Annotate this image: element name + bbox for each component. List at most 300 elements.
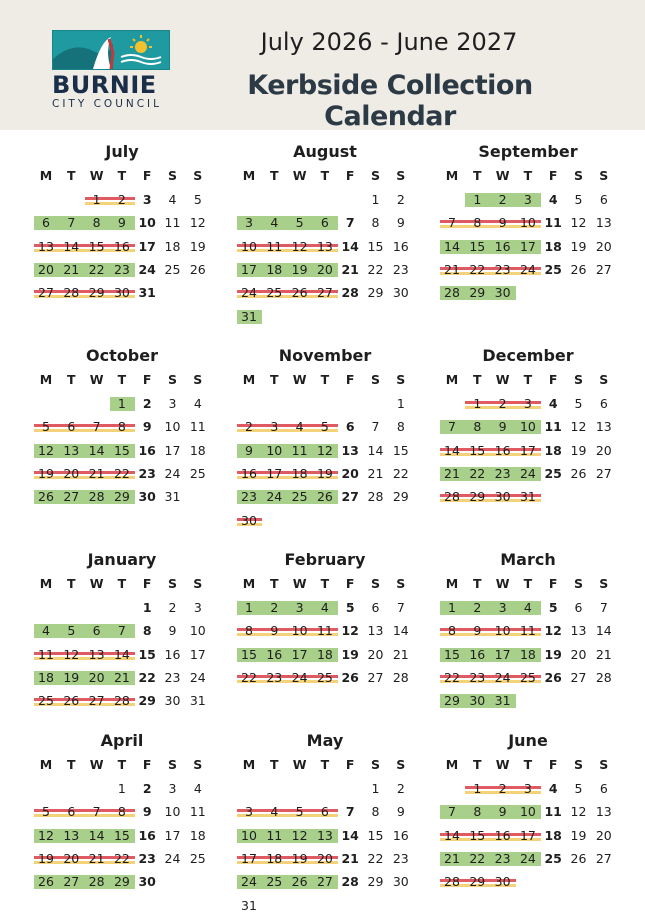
day-number: 1: [473, 396, 482, 411]
day-number: 29: [88, 285, 105, 301]
day-number: 4: [42, 623, 50, 639]
day-number: 31: [189, 693, 206, 709]
day-number: 27: [316, 285, 333, 301]
day-number: 20: [88, 669, 105, 685]
weekday-header: F: [345, 576, 355, 591]
day-number: 10: [138, 215, 156, 231]
day-number: 20: [570, 646, 587, 662]
weekday-header: M: [445, 372, 459, 387]
day-number: 24: [164, 850, 181, 866]
weekday-header: S: [370, 757, 380, 772]
weekday-header: W: [292, 168, 307, 183]
weekday-header: T: [270, 168, 279, 183]
day-number: 19: [316, 465, 333, 481]
day-number: 14: [88, 827, 105, 843]
weekday-header: F: [548, 372, 558, 387]
day-number: 30: [138, 874, 156, 890]
day-number: 13: [341, 442, 359, 458]
day-number: 11: [316, 623, 333, 639]
day-number: 28: [113, 693, 130, 709]
day-number: 25: [189, 465, 206, 481]
day-number: 18: [266, 850, 283, 866]
day-number: 23: [113, 261, 130, 277]
day-number: 23: [241, 489, 257, 505]
day-number: 15: [367, 238, 384, 254]
day-number: 15: [469, 238, 486, 254]
day-number: 4: [548, 192, 558, 207]
day-number: 27: [88, 693, 105, 709]
month-name: April: [100, 731, 144, 750]
day-number: 31: [494, 693, 511, 709]
day-number: 30: [494, 285, 511, 301]
day-number: 24: [519, 261, 536, 277]
day-number: 21: [341, 261, 359, 277]
weekday-header: T: [320, 168, 330, 183]
weekday-header: S: [370, 576, 380, 591]
day-number: 23: [494, 850, 511, 866]
day-number: 28: [88, 489, 105, 505]
day-number: 11: [266, 827, 283, 843]
day-number: 24: [266, 489, 283, 505]
day-number: 21: [444, 261, 460, 277]
day-number: 16: [113, 238, 130, 254]
day-number: 5: [548, 600, 558, 615]
day-number: 13: [63, 442, 80, 458]
weekday-header: S: [599, 168, 609, 183]
day-number: 4: [548, 396, 558, 411]
day-number: 29: [444, 693, 460, 709]
day-number: 25: [291, 489, 308, 505]
weekday-header: S: [167, 576, 177, 591]
day-number: 29: [469, 489, 486, 505]
day-number: 9: [498, 419, 507, 435]
weekday-header: S: [167, 757, 177, 772]
day-number: 21: [367, 465, 384, 481]
day-number: 20: [316, 850, 333, 866]
day-number: 30: [494, 874, 511, 890]
day-number: 2: [117, 192, 126, 207]
day-number: 24: [519, 850, 536, 866]
weekday-header: T: [117, 757, 127, 772]
day-number: 19: [570, 238, 587, 254]
day-number: 10: [494, 623, 511, 639]
day-number: 5: [345, 600, 355, 615]
day-number: 5: [42, 419, 50, 435]
day-number: 28: [63, 285, 80, 301]
day-number: 23: [469, 669, 486, 685]
day-number: 12: [316, 442, 333, 458]
day-number: 12: [38, 442, 54, 458]
day-number: 12: [570, 804, 587, 820]
weekday-header: S: [167, 168, 177, 183]
day-number: 27: [367, 669, 384, 685]
day-number: 31: [519, 489, 536, 505]
month-name: January: [87, 550, 157, 569]
day-number: 22: [367, 850, 384, 866]
weekday-header: T: [270, 372, 279, 387]
day-number: 4: [270, 804, 279, 820]
day-number: 2: [142, 781, 152, 796]
day-number: 4: [270, 215, 279, 231]
day-number: 7: [448, 419, 456, 435]
day-number: 3: [193, 600, 202, 615]
day-number: 10: [189, 623, 206, 639]
day-number: 24: [494, 669, 511, 685]
day-number: 28: [341, 874, 359, 890]
day-number: 24: [164, 465, 181, 481]
weekday-header: F: [548, 576, 558, 591]
month-name: February: [284, 550, 366, 569]
weekday-header: S: [396, 576, 406, 591]
month-name: August: [293, 142, 357, 161]
day-number: 3: [523, 396, 532, 411]
weekday-header: S: [193, 757, 203, 772]
day-number: 4: [523, 600, 532, 615]
day-number: 9: [498, 804, 507, 820]
month-name: June: [508, 731, 548, 750]
day-number: 16: [494, 442, 511, 458]
month-name: March: [500, 550, 556, 569]
day-number: 17: [494, 646, 511, 662]
day-number: 12: [570, 215, 587, 231]
day-number: 10: [291, 623, 308, 639]
weekday-header: T: [67, 576, 76, 591]
day-number: 6: [92, 623, 101, 639]
day-number: 16: [138, 827, 156, 843]
logo-waves-sun-icon: [53, 31, 169, 69]
day-number: 2: [498, 192, 507, 207]
weekday-header: M: [242, 757, 256, 772]
day-number: 19: [570, 442, 587, 458]
day-number: 19: [63, 669, 80, 685]
day-number: 11: [544, 804, 562, 820]
month-name: September: [478, 142, 578, 161]
day-number: 6: [599, 396, 608, 411]
day-number: 15: [469, 827, 486, 843]
day-number: 21: [444, 465, 460, 481]
day-number: 11: [189, 804, 206, 820]
weekday-header: T: [320, 757, 330, 772]
day-number: 14: [341, 827, 359, 843]
day-number: 8: [473, 419, 482, 435]
day-number: 21: [392, 646, 409, 662]
weekday-header: T: [270, 576, 279, 591]
day-number: 7: [599, 600, 608, 615]
day-number: 18: [38, 669, 54, 685]
day-number: 17: [519, 238, 536, 254]
day-number: 10: [519, 804, 536, 820]
day-number: 30: [113, 285, 130, 301]
day-number: 23: [164, 669, 181, 685]
weekday-header: T: [117, 168, 127, 183]
day-number: 18: [544, 442, 562, 458]
month-name: October: [86, 346, 158, 365]
day-number: 7: [92, 419, 101, 435]
day-number: 14: [367, 442, 384, 458]
day-number: 12: [189, 215, 206, 231]
weekday-header: S: [573, 168, 583, 183]
day-number: 26: [189, 261, 206, 277]
day-number: 10: [164, 804, 181, 820]
day-number: 15: [241, 646, 257, 662]
day-number: 29: [138, 693, 156, 709]
day-number: 15: [138, 646, 156, 662]
weekday-header: M: [39, 168, 53, 183]
logo-emblem: [52, 30, 170, 70]
day-number: 13: [88, 646, 105, 662]
day-number: 4: [193, 396, 202, 411]
day-number: 20: [38, 261, 54, 277]
day-number: 6: [67, 419, 76, 435]
day-number: 23: [392, 850, 409, 866]
weekday-header: W: [89, 372, 104, 387]
day-number: 26: [570, 465, 587, 481]
day-number: 11: [291, 442, 308, 458]
day-number: 18: [316, 646, 333, 662]
weekday-header: W: [89, 757, 104, 772]
day-number: 18: [164, 238, 181, 254]
weekday-header: W: [89, 168, 104, 183]
day-number: 17: [164, 442, 181, 458]
day-number: 7: [92, 804, 101, 820]
day-number: 5: [320, 419, 329, 435]
weekday-header: T: [523, 168, 533, 183]
day-number: 7: [345, 804, 355, 820]
day-number: 28: [444, 874, 460, 890]
day-number: 3: [270, 419, 279, 435]
day-number: 22: [367, 261, 384, 277]
weekday-header: W: [495, 372, 510, 387]
day-number: 25: [316, 669, 333, 685]
day-number: 14: [63, 238, 80, 254]
day-number: 6: [345, 419, 355, 435]
weekday-header: W: [292, 576, 307, 591]
day-number: 28: [595, 669, 612, 685]
day-number: 25: [266, 874, 283, 890]
day-number: 7: [448, 804, 456, 820]
weekday-header: M: [242, 168, 256, 183]
day-number: 10: [164, 419, 181, 435]
day-number: 15: [469, 442, 486, 458]
day-number: 6: [42, 215, 50, 231]
day-number: 31: [241, 308, 257, 324]
day-number: 6: [320, 804, 329, 820]
day-number: 8: [142, 623, 152, 639]
day-number: 23: [392, 261, 409, 277]
day-number: 17: [266, 465, 283, 481]
day-number: 30: [469, 693, 486, 709]
day-number: 13: [316, 827, 333, 843]
day-number: 9: [245, 442, 253, 458]
day-number: 13: [595, 804, 612, 820]
day-number: 21: [88, 850, 105, 866]
day-number: 12: [544, 623, 562, 639]
day-number: 1: [92, 192, 101, 207]
day-number: 14: [444, 442, 460, 458]
weekday-header: T: [320, 576, 330, 591]
day-number: 3: [142, 192, 152, 207]
day-number: 25: [544, 850, 562, 866]
day-number: 1: [371, 192, 380, 207]
day-number: 10: [519, 419, 536, 435]
day-number: 8: [473, 804, 482, 820]
day-number: 12: [570, 419, 587, 435]
day-number: 1: [371, 781, 380, 796]
month-name: November: [278, 346, 372, 365]
day-number: 28: [341, 285, 359, 301]
day-number: 21: [341, 850, 359, 866]
weekday-header: T: [473, 372, 482, 387]
day-number: 29: [392, 489, 409, 505]
day-number: 20: [595, 238, 612, 254]
day-number: 15: [367, 827, 384, 843]
day-number: 4: [168, 192, 177, 207]
day-number: 17: [519, 442, 536, 458]
weekday-header: W: [292, 757, 307, 772]
day-number: 17: [164, 827, 181, 843]
day-number: 22: [113, 465, 130, 481]
day-number: 2: [498, 396, 507, 411]
day-number: 4: [193, 781, 202, 796]
burnie-city-council-logo: [52, 30, 170, 110]
day-number: 13: [367, 623, 384, 639]
day-number: 27: [38, 285, 54, 301]
day-number: 27: [63, 489, 80, 505]
day-number: 29: [469, 874, 486, 890]
day-number: 16: [494, 827, 511, 843]
day-number: 23: [138, 850, 156, 866]
weekday-header: M: [242, 576, 256, 591]
day-number: 24: [291, 669, 308, 685]
day-number: 24: [138, 261, 156, 277]
weekday-header: M: [39, 757, 53, 772]
day-number: 9: [168, 623, 177, 639]
day-number: 28: [367, 489, 384, 505]
calendar-date-range: July 2026 - June 2027: [260, 28, 518, 56]
day-number: 22: [469, 850, 486, 866]
day-number: 8: [92, 215, 101, 231]
day-number: 11: [38, 646, 54, 662]
day-number: 12: [63, 646, 80, 662]
day-number: 23: [138, 465, 156, 481]
day-number: 16: [494, 238, 511, 254]
day-number: 2: [396, 192, 405, 207]
day-number: 28: [392, 669, 409, 685]
weekday-header: S: [193, 372, 203, 387]
weekday-header: S: [573, 372, 583, 387]
day-number: 1: [473, 192, 482, 207]
weekday-header: T: [523, 576, 533, 591]
weekday-header: S: [193, 168, 203, 183]
day-number: 18: [189, 827, 206, 843]
day-number: 17: [138, 238, 156, 254]
day-number: 30: [241, 512, 257, 528]
day-number: 27: [595, 465, 612, 481]
day-number: 7: [448, 215, 456, 231]
day-number: 7: [67, 215, 76, 231]
day-number: 7: [396, 600, 405, 615]
weekday-header: M: [445, 576, 459, 591]
weekday-header: W: [292, 372, 307, 387]
day-number: 21: [444, 850, 460, 866]
day-number: 30: [392, 874, 409, 890]
day-number: 30: [392, 285, 409, 301]
day-number: 26: [544, 669, 562, 685]
weekday-header: F: [548, 168, 558, 183]
weekday-header: F: [548, 757, 558, 772]
day-number: 15: [113, 442, 130, 458]
weekday-header: W: [495, 757, 510, 772]
day-number: 27: [595, 850, 612, 866]
day-number: 5: [574, 192, 583, 207]
day-number: 14: [444, 238, 460, 254]
day-number: 5: [295, 804, 304, 820]
day-number: 6: [67, 804, 76, 820]
day-number: 18: [291, 465, 308, 481]
day-number: 3: [523, 781, 532, 796]
day-number: 24: [519, 465, 536, 481]
day-number: 30: [164, 693, 181, 709]
day-number: 2: [396, 781, 405, 796]
weekday-header: S: [167, 372, 177, 387]
logo-subtitle: CITY COUNCIL: [52, 98, 163, 110]
day-number: 9: [473, 623, 482, 639]
day-number: 25: [189, 850, 206, 866]
day-number: 10: [241, 827, 257, 843]
day-number: 16: [138, 442, 156, 458]
day-number: 6: [599, 192, 608, 207]
day-number: 27: [316, 874, 333, 890]
weekday-header: M: [39, 372, 53, 387]
day-number: 4: [295, 419, 304, 435]
weekday-header: T: [117, 372, 127, 387]
day-number: 6: [320, 215, 329, 231]
page-title: Kerbside Collection Calendar: [247, 70, 533, 132]
day-number: 27: [341, 489, 359, 505]
day-number: 29: [367, 285, 384, 301]
day-number: 7: [345, 215, 355, 231]
day-number: 3: [245, 804, 253, 820]
day-number: 27: [63, 874, 80, 890]
day-number: 2: [245, 419, 253, 435]
weekday-header: M: [445, 757, 459, 772]
day-number: 12: [291, 238, 308, 254]
day-number: 16: [392, 238, 409, 254]
day-number: 1: [245, 600, 253, 615]
day-number: 22: [444, 669, 460, 685]
day-number: 14: [392, 623, 409, 639]
day-number: 19: [570, 827, 587, 843]
weekday-header: M: [242, 372, 256, 387]
day-number: 16: [164, 646, 181, 662]
day-number: 6: [371, 600, 380, 615]
day-number: 1: [142, 600, 152, 615]
day-number: 15: [444, 646, 460, 662]
day-number: 14: [444, 827, 460, 843]
day-number: 11: [266, 238, 283, 254]
day-number: 25: [519, 669, 536, 685]
day-number: 11: [544, 419, 562, 435]
day-number: 24: [241, 285, 257, 301]
day-number: 8: [371, 215, 380, 231]
day-number: 27: [595, 261, 612, 277]
day-number: 20: [367, 646, 384, 662]
weekday-header: F: [345, 168, 355, 183]
day-number: 4: [548, 781, 558, 796]
day-number: 14: [88, 442, 105, 458]
weekday-header: T: [67, 372, 76, 387]
weekday-header: T: [320, 372, 330, 387]
